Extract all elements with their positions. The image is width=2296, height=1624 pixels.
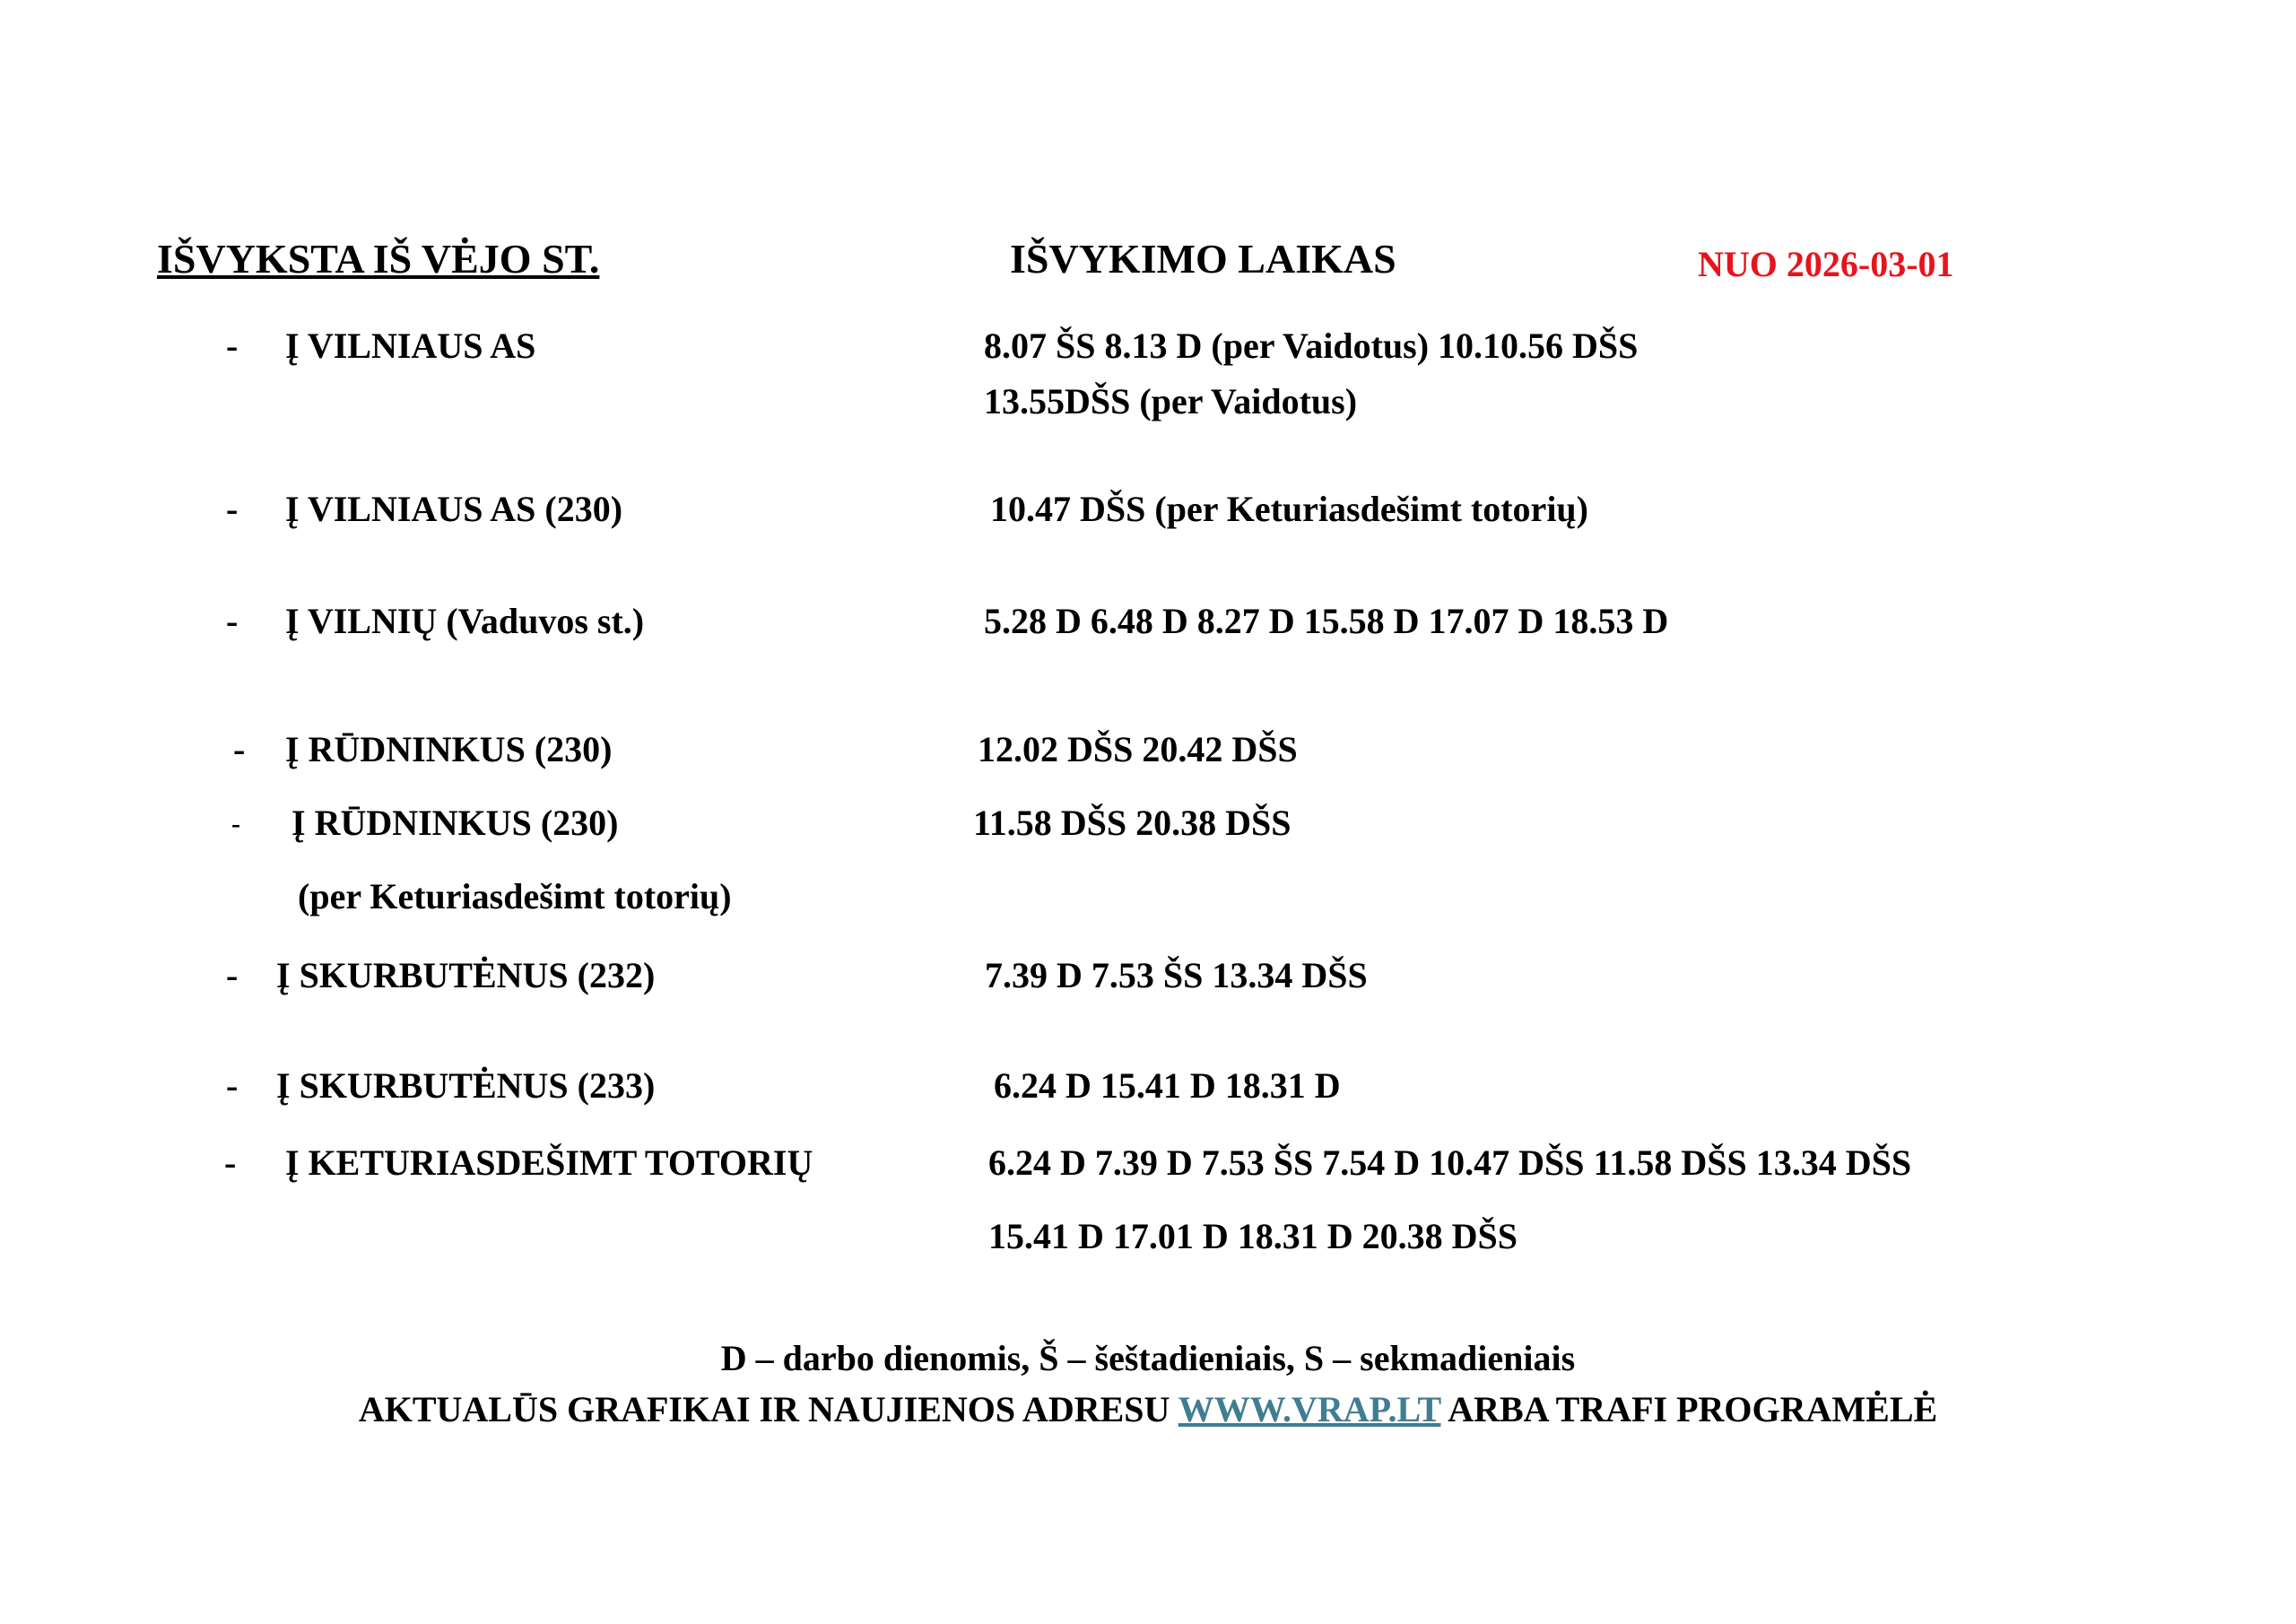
route-destination: Į SKURBUTĖNUS (233) — [276, 1065, 656, 1106]
info-suffix: ARBA TRAFI PROGRAMĖLĖ — [1440, 1389, 1938, 1429]
route-bullet: - — [226, 1065, 239, 1106]
route-bullet: - — [233, 729, 246, 769]
route-bullet: - — [226, 955, 239, 995]
route-times: 6.24 D 15.41 D 18.31 D — [994, 1065, 1341, 1106]
route-times: 6.24 D 7.39 D 7.53 ŠS 7.54 D 10.47 DŠS 11.58 DŠS 13.34 DŠS — [988, 1142, 1912, 1183]
route-destination: Į VILNIAUS AS (230) — [285, 489, 623, 529]
route-destination: Į SKURBUTĖNUS (232) — [276, 955, 656, 995]
route-destination: Į VILNIŲ (Vaduvos st.) — [285, 601, 645, 641]
route-times: 10.47 DŠS (per Keturiasdešimt totorių) — [990, 489, 1588, 529]
departure-time-heading: IŠVYKIMO LAIKAS — [1010, 236, 1396, 282]
valid-from-date: NUO 2026-03-01 — [1698, 244, 1954, 284]
route-bullet: - — [231, 809, 240, 838]
route-times: 5.28 D 6.48 D 8.27 D 15.58 D 17.07 D 18.53 D — [984, 601, 1669, 641]
route-bullet: - — [226, 489, 239, 529]
route-destination: Į VILNIAUS AS — [285, 326, 536, 366]
website-link[interactable]: WWW.VRAP.LT — [1178, 1389, 1441, 1429]
day-legend: D – darbo dienomis, Š – šeštadieniais, S – sekmadieniais — [720, 1338, 1576, 1378]
route-destination-note: (per Keturiasdešimt totorių) — [298, 876, 732, 916]
route-destination: Į RŪDNINKUS (230) — [285, 729, 613, 769]
route-bullet: - — [226, 326, 239, 366]
route-destination: Į RŪDNINKUS (230) — [291, 803, 619, 843]
route-times-continued: 15.41 D 17.01 D 18.31 D 20.38 DŠS — [988, 1216, 1518, 1256]
route-times: 12.02 DŠS 20.42 DŠS — [978, 729, 1298, 769]
info-prefix: AKTUALŪS GRAFIKAI IR NAUJIENOS ADRESU — [358, 1389, 1178, 1429]
route-times: 8.07 ŠS 8.13 D (per Vaidotus) 10.10.56 DŠS — [984, 326, 1639, 366]
route-times: 7.39 D 7.53 ŠS 13.34 DŠS — [985, 955, 1368, 995]
route-destination: Į KETURIASDEŠIMT TOTORIŲ — [285, 1142, 813, 1183]
route-bullet: - — [226, 601, 239, 641]
info-line — [0, 1389, 2296, 1429]
route-bullet: - — [224, 1142, 237, 1183]
departs-from-heading: IŠVYKSTA IŠ VĖJO ST. — [157, 236, 600, 282]
route-times-continued: 13.55DŠS (per Vaidotus) — [984, 381, 1358, 421]
route-times: 11.58 DŠS 20.38 DŠS — [973, 803, 1292, 843]
